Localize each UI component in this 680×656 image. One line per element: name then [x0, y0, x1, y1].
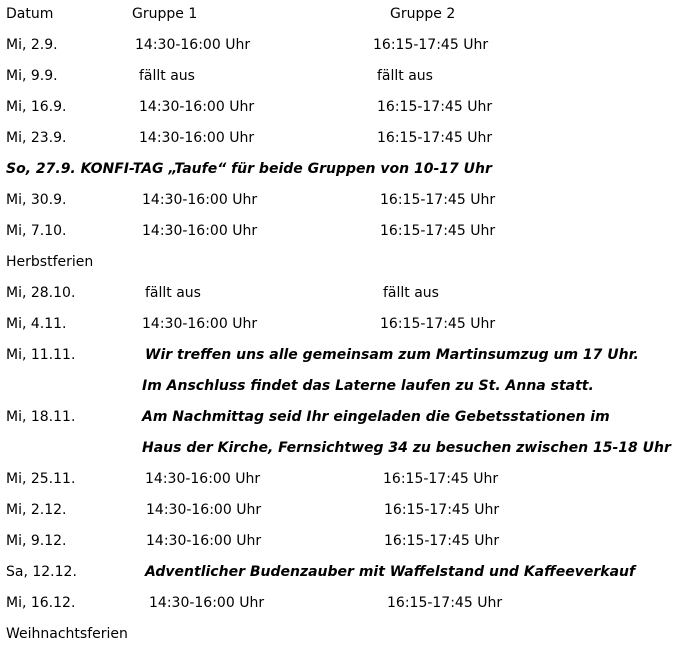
row-date: Mi, 2.12.: [6, 502, 67, 518]
row-gruppe1: fällt aus: [145, 285, 201, 301]
row-date: Sa, 12.12.: [6, 564, 77, 580]
row-gruppe2: 16:15-17:45 Uhr: [380, 223, 496, 239]
row-date: Mi, 4.11.: [6, 316, 67, 332]
row-date: Mi, 7.10.: [6, 223, 67, 239]
row-date: Mi, 2.9.: [6, 37, 58, 53]
row-gruppe2: 16:15-17:45 Uhr: [380, 192, 496, 208]
row-gruppe2: 16:15-17:45 Uhr: [377, 130, 493, 146]
row-gruppe2: fällt aus: [377, 68, 433, 84]
row-date: Mi, 16.12.: [6, 595, 76, 611]
row-gruppe2: 16:15-17:45 Uhr: [387, 595, 503, 611]
konfi-tag-text: So, 27.9. KONFI-TAG „Taufe“ für beide Gruppen von 10-17 Uhr: [6, 161, 492, 177]
herbstferien-label: Herbstferien: [6, 254, 94, 270]
row-date: Mi, 11.11.: [6, 347, 76, 363]
row-gruppe1: 14:30-16:00 Uhr: [146, 502, 262, 518]
header-datum: Datum: [6, 6, 54, 22]
row-gruppe1: 14:30-16:00 Uhr: [139, 99, 255, 115]
row-gruppe2: 16:15-17:45 Uhr: [384, 502, 500, 518]
row-date: Mi, 18.11.: [6, 409, 76, 425]
row-gruppe1: 14:30-16:00 Uhr: [146, 533, 262, 549]
gebetsstationen-text-1: Am Nachmittag seid Ihr eingeladen die Gebetsstationen im: [142, 409, 610, 425]
row-gruppe2: 16:15-17:45 Uhr: [383, 471, 499, 487]
row-gruppe1: 14:30-16:00 Uhr: [142, 316, 258, 332]
header-gruppe2: Gruppe 2: [390, 6, 456, 22]
row-gruppe2: 16:15-17:45 Uhr: [384, 533, 500, 549]
row-gruppe1: 14:30-16:00 Uhr: [139, 130, 255, 146]
row-gruppe2: 16:15-17:45 Uhr: [380, 316, 496, 332]
row-date: Mi, 30.9.: [6, 192, 67, 208]
row-date: Mi, 25.11.: [6, 471, 76, 487]
row-date: Mi, 9.9.: [6, 68, 58, 84]
gebetsstationen-text-2: Haus der Kirche, Fernsichtweg 34 zu besuchen zwischen 15-18 Uhr: [142, 440, 671, 456]
martinsumzug-text-2: Im Anschluss findet das Laterne laufen zu St. Anna statt.: [142, 378, 594, 394]
martinsumzug-text-1: Wir treffen uns alle gemeinsam zum Martinsumzug um 17 Uhr.: [145, 347, 639, 363]
row-date: Mi, 9.12.: [6, 533, 67, 549]
row-gruppe2: fällt aus: [383, 285, 439, 301]
row-gruppe1: fällt aus: [139, 68, 195, 84]
row-gruppe1: 14:30-16:00 Uhr: [145, 471, 261, 487]
header-gruppe1: Gruppe 1: [132, 6, 198, 22]
row-gruppe1: 14:30-16:00 Uhr: [149, 595, 265, 611]
row-gruppe2: 16:15-17:45 Uhr: [377, 99, 493, 115]
row-gruppe1: 14:30-16:00 Uhr: [142, 223, 258, 239]
row-date: Mi, 16.9.: [6, 99, 67, 115]
weihnachtsferien-label: Weihnachtsferien: [6, 626, 128, 642]
row-gruppe1: 14:30-16:00 Uhr: [135, 37, 251, 53]
row-date: Mi, 23.9.: [6, 130, 67, 146]
row-gruppe2: 16:15-17:45 Uhr: [373, 37, 489, 53]
row-gruppe1: 14:30-16:00 Uhr: [142, 192, 258, 208]
row-date: Mi, 28.10.: [6, 285, 76, 301]
budenzauber-text: Adventlicher Budenzauber mit Waffelstand und Kaffeeverkauf: [145, 564, 636, 580]
